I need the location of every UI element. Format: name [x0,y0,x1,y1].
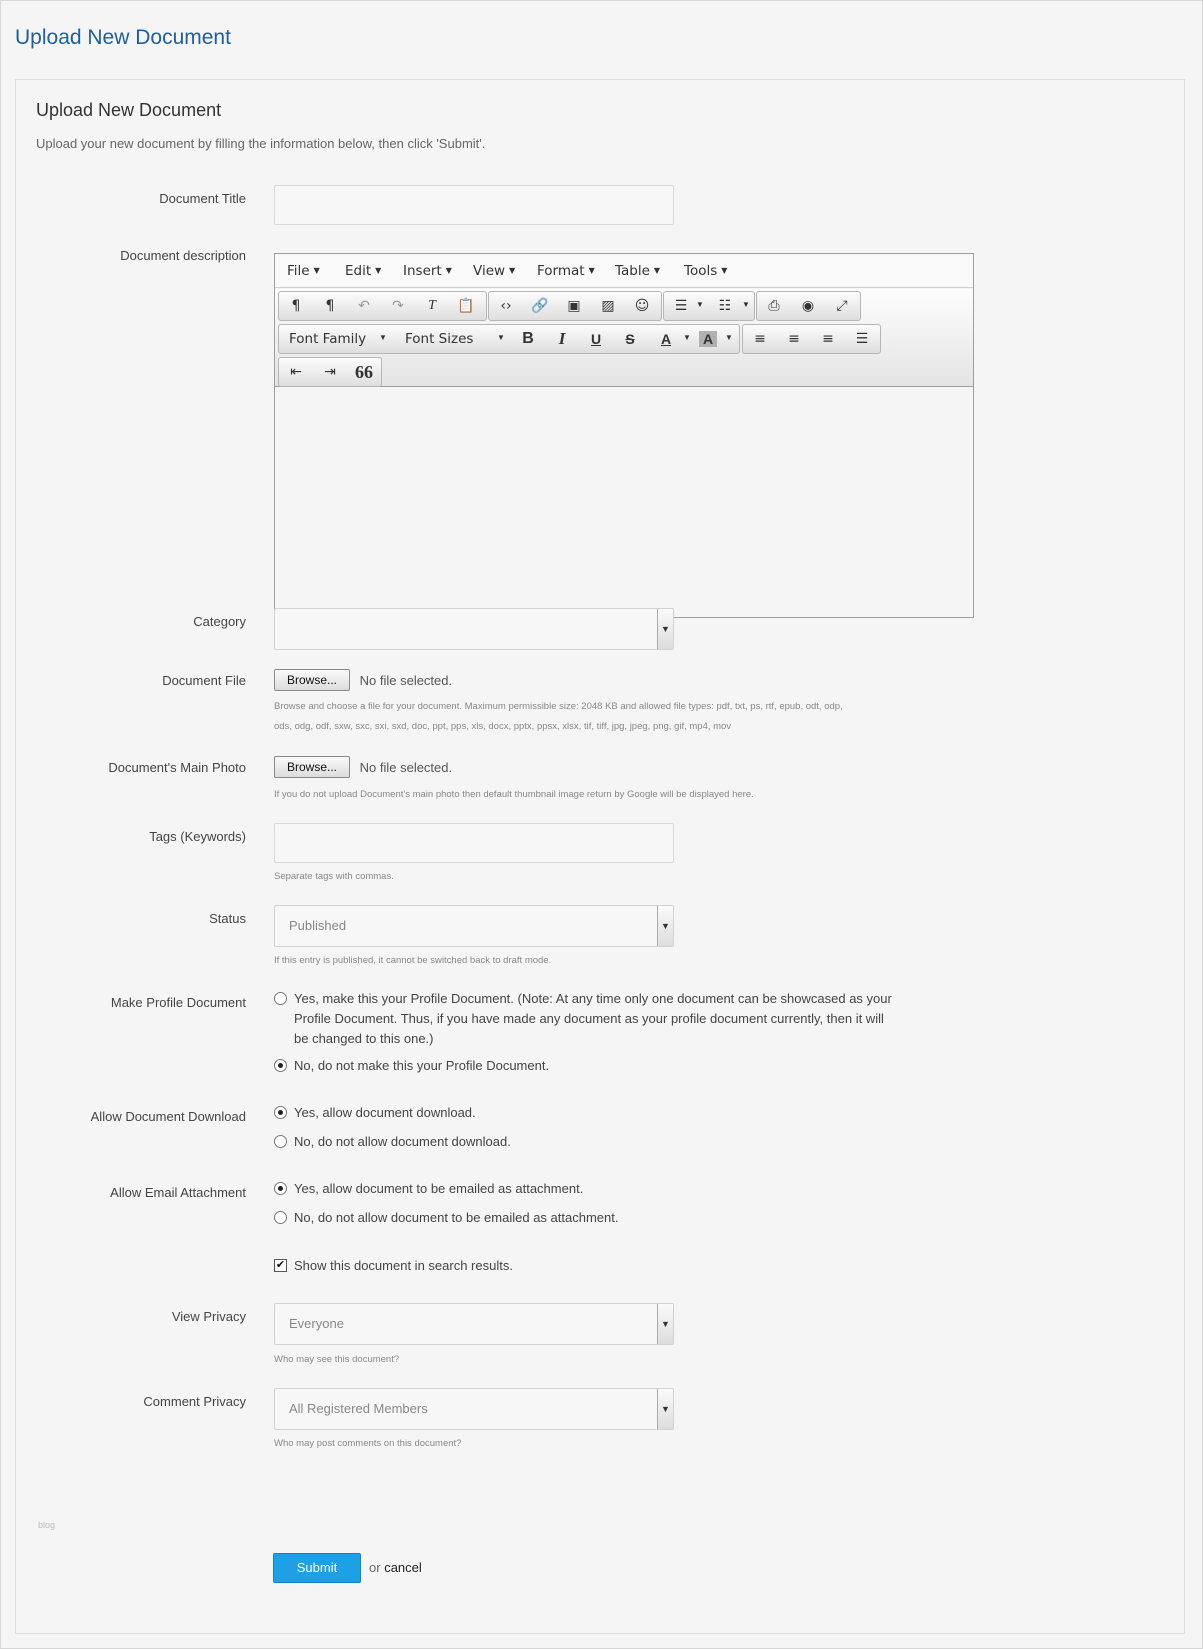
font-sizes-select[interactable]: Font Sizes [405,331,474,347]
document-file-status: No file selected. [359,672,453,688]
comment-privacy-label: Comment Privacy [143,1394,246,1409]
toolbar-group-insert [488,291,662,321]
main-photo-status: No file selected. [359,759,453,775]
main-photo-input [274,756,452,778]
document-file-browse-button[interactable]: Browse... [274,669,350,691]
document-description-label: Document description [120,248,246,263]
category-select[interactable] [274,608,674,650]
allow-email-label: Allow Email Attachment [110,1185,246,1200]
allow-email-no-option[interactable]: No, do not allow document to be emailed as attachment. [274,1208,894,1228]
italic-icon[interactable]: I [558,329,566,348]
indent-icon[interactable]: ⇥ [324,364,336,380]
or-text: or [369,1560,381,1575]
menu-file[interactable]: File ▼ [287,263,320,279]
tags-input[interactable] [274,823,674,863]
toolbar-group-view [756,291,861,321]
menu-edit[interactable]: Edit ▼ [345,263,382,279]
menu-tools[interactable]: Tools ▼ [684,263,728,279]
chevron-down-icon: ▼ [657,1304,673,1344]
view-privacy-label: View Privacy [171,1309,246,1324]
align-right-icon[interactable]: ≡ [822,331,834,347]
link-icon[interactable]: 🔗 [531,298,549,314]
background-color-icon[interactable]: A [699,331,717,347]
numbered-list-caret-icon[interactable]: ▼ [742,300,750,309]
profile-document-no-radio[interactable] [274,1059,287,1072]
profile-document-label: Make Profile Document [110,995,246,1010]
background-color-caret-icon[interactable]: ▼ [725,333,733,342]
menu-table[interactable]: Table ▼ [615,263,661,279]
chevron-down-icon: ▼ [657,609,673,649]
chevron-down-icon: ▼ [657,906,673,946]
allow-email-yes-radio[interactable] [274,1182,287,1195]
document-title-label: Document Title [159,191,246,206]
status-label: Status [209,911,246,926]
main-photo-label: Document's Main Photo [108,760,246,775]
profile-document-yes-option[interactable]: Yes, make this your Profile Document. (Note: At any time only one document can be showcased as your Profile Document. Thus, if you have made any document as your profile document currently, then it will be changed to this one.) [274,989,894,1049]
clear-formatting-icon[interactable]: T [428,298,436,313]
strikethrough-icon[interactable]: S [625,331,635,347]
status-select[interactable] [274,905,674,947]
allow-download-no-radio[interactable] [274,1135,287,1148]
view-privacy-select[interactable] [274,1303,674,1345]
rtl-paragraph-icon[interactable]: ¶ [325,298,335,314]
toolbar-group-format [278,324,740,354]
allow-download-label: Allow Document Download [90,1109,246,1124]
form-title: Upload New Document [36,100,222,120]
font-family-select[interactable]: Font Family [289,331,367,347]
emoticon-icon[interactable]: ☺ [634,298,650,314]
underline-icon[interactable]: U [590,331,602,347]
document-file-label: Document File [162,673,246,688]
submit-button[interactable]: Submit [273,1553,361,1583]
print-icon[interactable]: ⎙ [768,298,780,314]
main-photo-help: If you do not upload Document's main photo then default thumbnail image return by Google will be displayed here. [274,789,754,800]
menu-insert[interactable]: Insert ▼ [403,263,452,279]
status-select-value: Published [289,918,347,933]
media-icon[interactable]: ▣ [567,298,581,314]
paste-icon[interactable]: 📋 [457,298,475,314]
allow-email-yes-option[interactable]: Yes, allow document to be emailed as attachment. [274,1179,894,1199]
upload-form-panel [15,79,1185,1634]
main-photo-browse-button[interactable]: Browse... [274,756,350,778]
allow-download-yes-radio[interactable] [274,1106,287,1119]
document-file-input [274,669,452,691]
category-label: Category [193,614,246,629]
editor-toolbar [275,289,973,387]
font-sizes-caret-icon[interactable]: ▼ [497,333,505,342]
editor-content-area[interactable] [275,388,973,617]
outdent-icon[interactable]: ⇤ [290,364,302,380]
cancel-link[interactable]: cancel [384,1560,422,1575]
toolbar-group-lists [663,291,755,321]
preview-eye-icon[interactable]: ◉ [801,298,815,314]
toolbar-group-indent [278,357,382,387]
tags-label: Tags (Keywords) [149,829,246,844]
menu-view[interactable]: View ▼ [473,263,516,279]
bullet-list-caret-icon[interactable]: ▼ [696,300,704,309]
allow-download-no-option[interactable]: No, do not allow document download. [274,1132,894,1152]
comment-privacy-help: Who may post comments on this document? [274,1438,462,1449]
allow-email-no-radio[interactable] [274,1211,287,1224]
numbered-list-icon[interactable]: ☷ [718,298,732,314]
document-title-input[interactable] [274,185,674,225]
allow-download-yes-option[interactable]: Yes, allow document download. [274,1103,894,1123]
document-file-help: Browse and choose a file for your document. Maximum permissible size: 2048 KB and allowed file types: pdf, txt, ps, rtf, epub, odt, odp, ods, odg, odf, sxw, sxc, sxi, sxd, doc, ppt, pps, xls, docx, pptx, ppsx, xlsx, tif, tiff, jpg, jpeg, png, gif, mp4, mov [274,701,843,732]
profile-document-no-option[interactable]: No, do not make this your Profile Document. [274,1056,894,1076]
search-results-option[interactable]: ✔ Show this document in search results. [275,1258,513,1273]
form-description: Upload your new document by filling the information below, then click 'Submit'. [36,136,486,151]
toolbar-group-edit [278,291,487,321]
bullet-list-icon[interactable]: ☰ [674,298,688,314]
ltr-paragraph-icon[interactable]: ¶ [291,298,301,314]
align-center-icon[interactable]: ≡ [788,331,800,347]
search-results-checkbox[interactable]: ✔ [275,1259,286,1271]
redo-icon[interactable]: ↷ [392,298,404,314]
profile-document-yes-radio[interactable] [274,992,287,1005]
code-icon[interactable]: ‹› [500,298,512,314]
chevron-down-icon: ▼ [657,1389,673,1429]
view-privacy-help: Who may see this document? [274,1354,400,1365]
comment-privacy-select-value: All Registered Members [289,1401,428,1416]
align-left-icon[interactable]: ≡ [754,331,766,347]
undo-icon[interactable]: ↶ [358,298,370,314]
image-icon[interactable]: ▨ [601,298,615,314]
footer-note: blog [38,1520,56,1530]
blockquote-icon[interactable]: 66 [355,362,373,382]
text-color-caret-icon[interactable]: ▼ [683,333,691,342]
status-help: If this entry is published, it cannot be switched back to draft mode. [274,955,552,966]
rich-text-editor [274,253,974,618]
bold-icon[interactable]: B [522,330,534,347]
menu-format[interactable]: Format ▼ [537,263,595,279]
fullscreen-icon[interactable]: ⤢ [836,298,848,314]
cancel-row [369,1560,422,1575]
align-justify-icon[interactable]: ☰ [855,331,869,347]
view-privacy-select-value: Everyone [289,1316,344,1331]
text-color-icon[interactable]: A [660,331,672,347]
page-title: Upload New Document [15,26,231,49]
toolbar-group-align [742,324,881,354]
font-family-caret-icon[interactable]: ▼ [379,333,387,342]
tags-help: Separate tags with commas. [274,871,394,882]
editor-menubar [275,254,973,288]
comment-privacy-select[interactable] [274,1388,674,1430]
